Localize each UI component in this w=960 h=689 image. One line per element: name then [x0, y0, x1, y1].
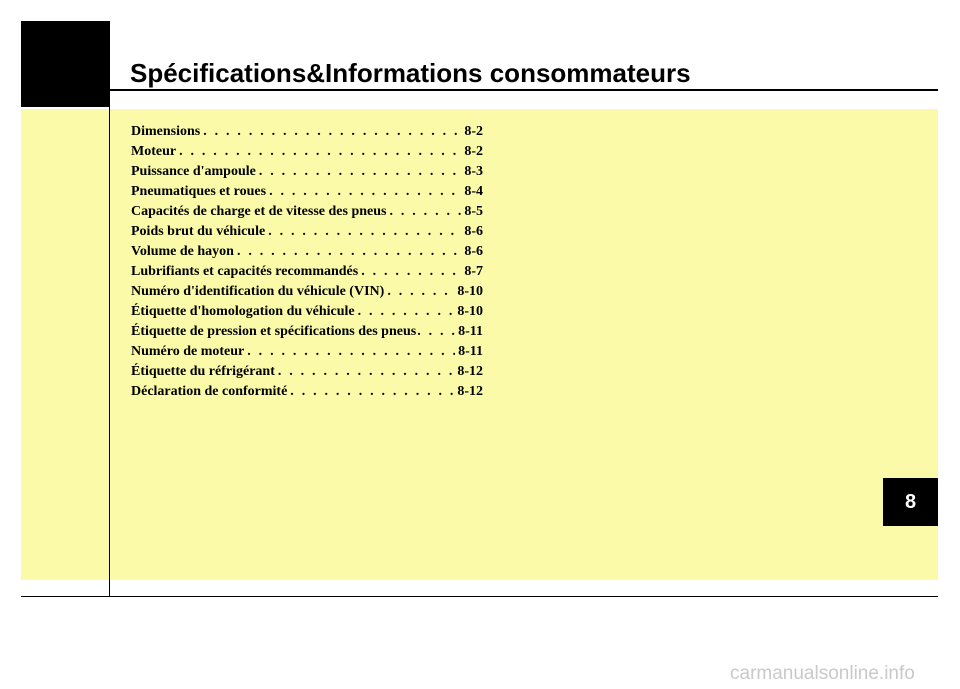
toc-entry-page: 8-11	[458, 344, 483, 359]
toc-entry-label: Lubrifiants et capacités recommandés	[131, 264, 359, 279]
toc-entry-vin[interactable]	[131, 284, 483, 304]
toc-dot-leader	[389, 204, 461, 220]
toc-entry-label: Étiquette du réfrigérant	[131, 364, 275, 379]
toc-entry-label: Puissance d'ampoule	[131, 164, 256, 179]
page-title: Spécifications&Informations consommateurs	[130, 58, 691, 88]
toc-dot-leader	[237, 244, 461, 260]
toc-entry-page: 8-12	[457, 384, 483, 399]
toc-entry-dimensions[interactable]	[131, 124, 483, 144]
toc-entry-poids-brut[interactable]	[131, 224, 483, 244]
chapter-number: 8	[904, 490, 917, 513]
toc-dot-leader	[269, 184, 461, 200]
toc-dot-leader	[268, 224, 461, 240]
toc-entry-conformite[interactable]	[131, 384, 483, 404]
toc-entry-label: Volume de hayon	[131, 244, 234, 259]
toc-dot-leader	[247, 344, 455, 360]
toc-entry-pneumatiques-roues[interactable]	[131, 184, 483, 204]
footer-rule	[21, 596, 938, 597]
toc-dot-leader	[179, 144, 461, 160]
toc-entry-page: 8-6	[464, 224, 483, 239]
toc-entry-label: Dimensions	[131, 124, 201, 139]
toc-entry-refrigerant[interactable]	[131, 364, 483, 384]
margin-rule	[109, 21, 110, 597]
toc-entry-label: Étiquette de pression et spécifications des pneus	[131, 324, 417, 339]
toc-entry-label: Étiquette d'homologation du véhicule	[131, 304, 355, 319]
watermark-text: carmanualsonline.info	[730, 663, 915, 684]
toc-entry-page: 8-10	[457, 284, 483, 299]
header-rule	[109, 89, 938, 91]
toc-entry-label: Déclaration de conformité	[131, 384, 288, 399]
toc-entry-puissance-ampoule[interactable]	[131, 164, 483, 184]
toc-entry-capacites-pneus[interactable]	[131, 204, 483, 224]
toc-entry-numero-moteur[interactable]	[131, 344, 483, 364]
toc-entry-page: 8-6	[464, 244, 483, 259]
toc-entry-page: 8-11	[458, 324, 483, 339]
toc-entry-page: 8-2	[464, 144, 483, 159]
toc-entry-page: 8-2	[464, 124, 483, 139]
toc-dot-leader	[278, 364, 454, 380]
table-of-contents	[131, 124, 483, 404]
toc-entry-pression-pneus[interactable]	[131, 324, 483, 344]
toc-entry-page: 8-12	[457, 364, 483, 379]
toc-entry-page: 8-5	[464, 204, 483, 219]
toc-entry-label: Numéro de moteur	[131, 344, 245, 359]
toc-entry-volume-hayon[interactable]	[131, 244, 483, 264]
toc-entry-page: 8-7	[464, 264, 483, 279]
chapter-header-block	[21, 21, 109, 107]
toc-dot-leader	[290, 384, 454, 400]
toc-entry-label: Moteur	[131, 144, 177, 159]
toc-entry-moteur[interactable]	[131, 144, 483, 164]
toc-dot-leader	[259, 164, 461, 180]
toc-dot-leader	[361, 264, 461, 280]
toc-entry-page: 8-3	[464, 164, 483, 179]
toc-entry-label: Poids brut du véhicule	[131, 224, 266, 239]
toc-entry-lubrifiants[interactable]	[131, 264, 483, 284]
toc-entry-label: Pneumatiques et roues	[131, 184, 267, 199]
toc-dot-leader	[358, 304, 455, 320]
toc-dot-leader	[417, 324, 457, 340]
toc-entry-page: 8-4	[464, 184, 483, 199]
toc-dot-leader	[387, 284, 454, 300]
toc-entry-label: Capacités de charge et de vitesse des pneus	[131, 204, 387, 219]
toc-entry-label: Numéro d'identification du véhicule (VIN)	[131, 284, 385, 299]
toc-dot-leader	[203, 124, 461, 140]
toc-entry-page: 8-10	[457, 304, 483, 319]
toc-entry-homologation[interactable]	[131, 304, 483, 324]
chapter-tab[interactable]	[883, 478, 938, 526]
